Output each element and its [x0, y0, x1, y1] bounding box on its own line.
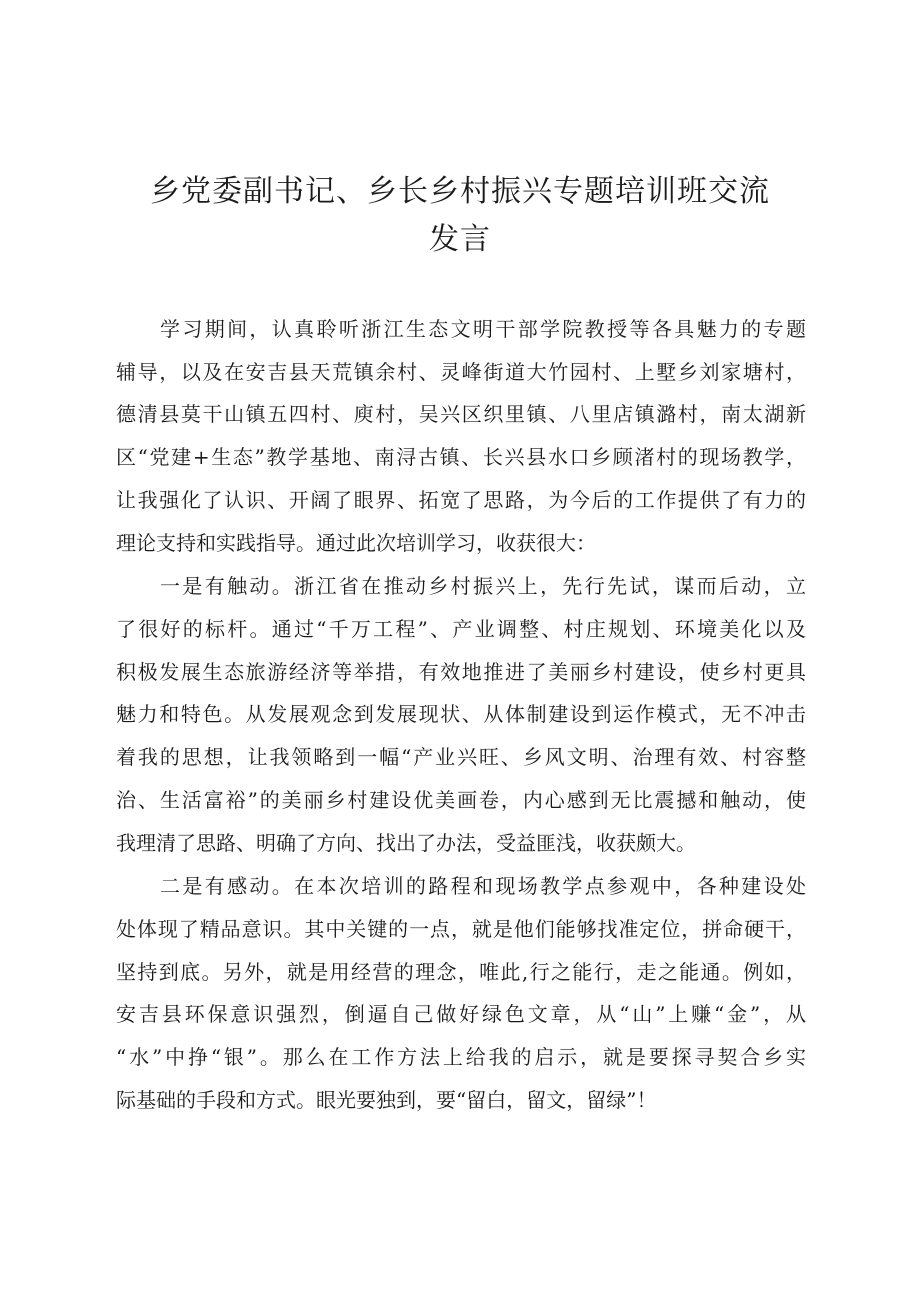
- paragraph-2-line-1: 一是有触动。浙江省在推动乡村振兴上，先行先试，谋而后动，立: [160, 574, 806, 598]
- paragraph-2-line-5: 着我的思想，让我领略到一幅“产业兴旺、乡风文明、治理有效、村容整: [116, 745, 806, 769]
- paragraph-2-line-6: 治、生活富裕”的美丽乡村建设优美画卷，内心感到无比震撼和触动，使: [116, 788, 806, 812]
- paragraph-3-line-3: 坚持到底。另外，就是用经营的理念，唯此,行之能行，走之能通。例如，: [116, 960, 806, 984]
- paragraph-3-line-4: 安吉县环保意识强烈，倒逼自己做好绿色文章，从“山”上赚“金”，从: [116, 1002, 806, 1026]
- paragraph-3-line-1: 二是有感动。在本次培训的路程和现场教学点参观中，各种建设处: [160, 874, 806, 898]
- paragraph-2-line-7: 我理清了思路、明确了方向、找出了办法，受益匪浅，收获颇大。: [116, 831, 696, 855]
- paragraph-3-line-2: 处体现了精品意识。其中关键的一点，就是他们能够找准定位，拼命硬干，: [116, 917, 806, 941]
- document-title-line-2: 发言: [429, 222, 491, 257]
- document-title-line-1: 乡党委副书记、乡长乡村振兴专题培训班交流: [150, 174, 770, 209]
- paragraph-3-line-5: “水”中挣“银”。那么在工作方法上给我的启示，就是要探寻契合乡实: [116, 1045, 806, 1069]
- paragraph-1-line-5: 让我强化了认识、开阔了眼界、拓宽了思路，为今后的工作提供了有力的: [116, 488, 806, 512]
- paragraph-3-line-6: 际基础的手段和方式。眼光要独到，要“留白，留文，留绿”！: [116, 1088, 657, 1112]
- paragraph-2-line-2: 了很好的标杆。通过“千万工程”、产业调整、村庄规划、环境美化以及: [116, 617, 806, 641]
- paragraph-1-line-3: 德清县莫干山镇五四村、庾村，吴兴区织里镇、八里店镇潞村，南太湖新: [116, 402, 806, 426]
- paragraph-2-line-4: 魅力和特色。从发展观念到发展现状、从体制建设到运作模式，无不冲击: [116, 702, 806, 726]
- paragraph-1-line-2: 辅导，以及在安吉县天荒镇余村、灵峰街道大竹园村、上墅乡刘家塘村，: [116, 360, 806, 384]
- paragraph-1-line-4: 区“党建+生态”教学基地、南浔古镇、长兴县水口乡顾渚村的现场教学，: [116, 445, 806, 469]
- paragraph-2-line-3: 积极发展生态旅游经济等举措，有效地推进了美丽乡村建设，使乡村更具: [116, 660, 806, 684]
- paragraph-1-line-1: 学习期间，认真聆听浙江生态文明干部学院教授等各具魅力的专题: [160, 317, 806, 341]
- paragraph-1-line-6: 理论支持和实践指导。通过此次培训学习，收获很大：: [116, 531, 596, 555]
